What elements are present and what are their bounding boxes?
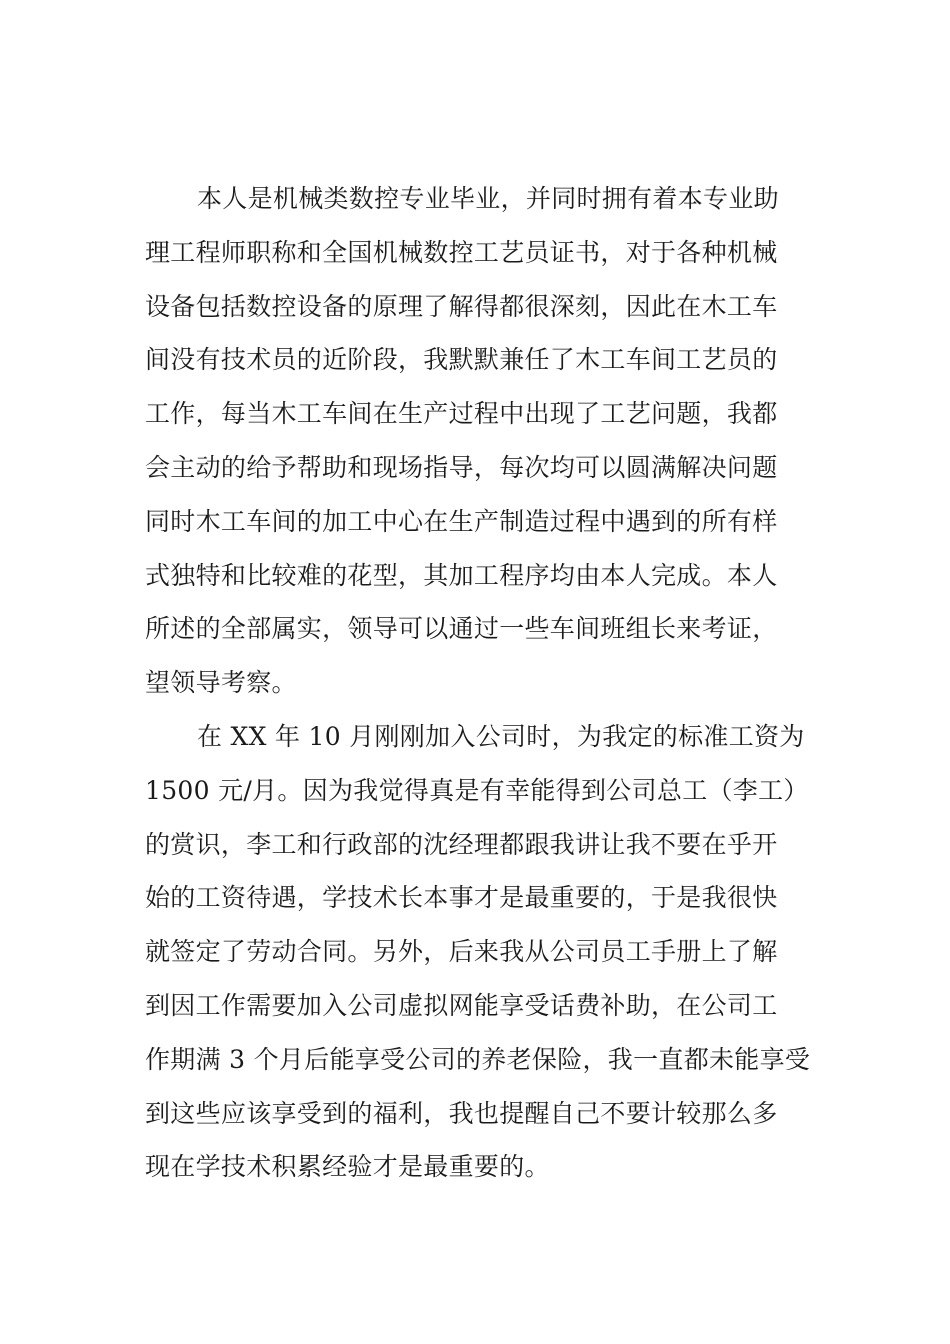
paragraph-line: 的赏识，李工和行政部的沈经理都跟我讲让我不要在乎开 [145,829,778,859]
paragraph-line: 1500 元/月。因为我觉得真是有幸能得到公司总工（李工） [145,775,809,805]
paragraph-line: 在 XX 年 10 月刚刚加入公司时，为我定的标准工资为 [197,722,805,751]
paragraph-line: 同时木工车间的加工中心在生产制造过程中遇到的所有样 [145,506,778,536]
paragraph-line: 理工程师职称和全国机械数控工艺员证书，对于各种机械 [145,237,778,267]
paragraph-line: 间没有技术员的近阶段，我默默兼任了木工车间工艺员的 [145,345,778,375]
paragraph-line: 工作，每当木工车间在生产过程中出现了工艺问题，我都 [145,399,778,429]
paragraph-line: 式独特和比较难的花型，其加工程序均由本人完成。本人 [145,560,778,590]
paragraph-line: 就签定了劳动合同。另外，后来我从公司员工手册上了解 [145,937,778,967]
paragraph-line: 作期满 3 个月后能享受公司的养老保险，我一直都未能享受 [145,1044,811,1074]
paragraph-1 [145,178,815,716]
paragraph-line: 望领导考察。 [145,668,297,698]
paragraph-line: 现在学技术积累经验才是最重要的。 [145,1152,550,1182]
paragraph-line: 设备包括数控设备的原理了解得都很深刻，因此在木工车 [145,291,778,321]
paragraph-line: 始的工资待遇，学技术长本事才是最重要的，于是我很快 [145,883,778,913]
paragraph-line: 到因工作需要加入公司虚拟网能享受话费补助，在公司工 [145,990,778,1020]
paragraph-2 [145,716,815,1200]
paragraph-line: 到这些应该享受到的福利，我也提醒自己不要计较那么多 [145,1098,778,1128]
paragraph-line: 所述的全部属实，领导可以通过一些车间班组长来考证， [145,614,778,644]
paragraph-line: 本人是机械类数控专业毕业，并同时拥有着本专业助 [197,184,779,213]
paragraph-line: 会主动的给予帮助和现场指导，每次均可以圆满解决问题 [145,452,778,482]
